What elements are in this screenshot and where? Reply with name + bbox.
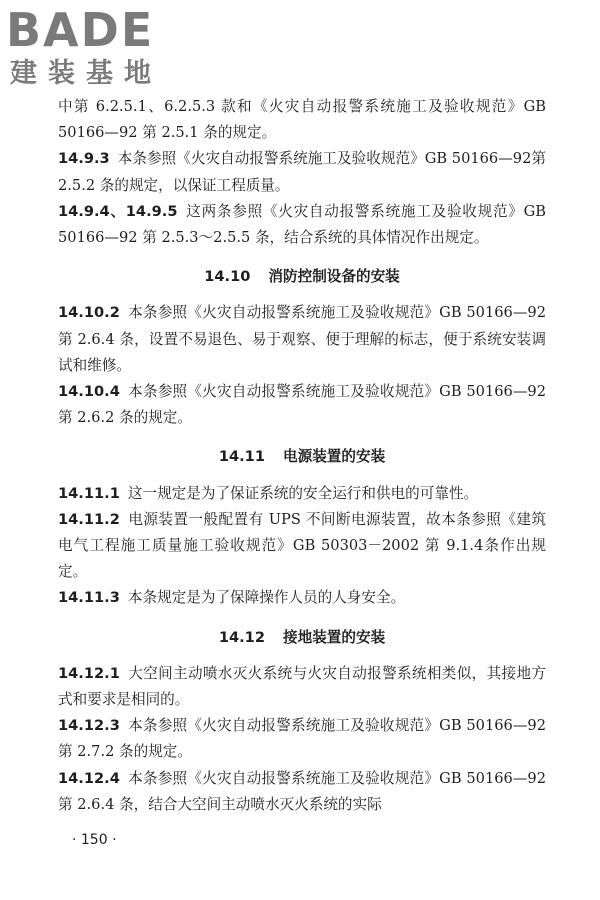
section-heading xyxy=(58,264,546,290)
paragraph xyxy=(58,661,546,713)
paragraph xyxy=(58,94,546,146)
clause-number: 14.11.1 xyxy=(58,484,120,502)
clause-number: 14.10.4 xyxy=(58,383,120,401)
paragraph xyxy=(58,507,546,586)
paragraph xyxy=(58,379,546,431)
clause-number: 14.12.3 xyxy=(58,717,120,735)
section-number: 14.11 xyxy=(218,448,265,466)
section-title: 消防控制设备的安装 xyxy=(268,268,400,286)
paragraph xyxy=(58,146,546,198)
paragraph-text: 本条参照《火灾自动报警系统施工及验收规范》GB 50166—92第 2.6.2 条的规定。 xyxy=(58,383,546,427)
paragraph-text: 电源装置一般配置有 UPS 不间断电源装置，故本条参照《建筑电气工程施工质量施工验收规范》GB 50303－2002 第 9.1.4条作出规定。 xyxy=(58,510,546,581)
clause-number: 14.11.2 xyxy=(58,510,120,528)
section-heading xyxy=(58,444,546,470)
clause-number: 14.10.2 xyxy=(58,304,120,322)
document-body xyxy=(58,94,546,818)
paragraph-text: 中第 6.2.5.1、6.2.5.3 款和《火灾自动报警系统施工及验收规范》GB 50166—92 第 2.5.1 条的规定。 xyxy=(58,98,546,142)
paragraph-text: 本条参照《火灾自动报警系统施工及验收规范》GB 50166—92第 2.6.4 条，结合大空间主动喷水灭火系统的实际 xyxy=(58,769,546,813)
paragraph-text: 本条参照《火灾自动报警系统施工及验收规范》GB 50166—92第 2.5.2 条的规定，以保证工程质量。 xyxy=(58,150,546,194)
logo-wordmark: BADE xyxy=(6,3,155,57)
section-heading xyxy=(58,625,546,651)
paragraph xyxy=(58,713,546,765)
paragraph-text: 本条参照《火灾自动报警系统施工及验收规范》GB 50166—92第 2.6.4 条，设置不易退色、易于观察、便于理解的标志，便于系统安装调试和维修。 xyxy=(58,304,546,374)
clause-number: 14.9.4、14.9.5 xyxy=(58,202,178,220)
paragraph xyxy=(58,766,546,818)
section-title: 接地装置的安装 xyxy=(283,628,386,646)
logo-subtitle: 建装基地 xyxy=(10,58,162,89)
paragraph-text: 这两条参照《火灾自动报警系统施工及验收规范》GB 50166—92 第 2.5.3～2.5.5 条，结合系统的具体情况作出规定。 xyxy=(58,202,546,247)
clause-number: 14.11.3 xyxy=(58,589,120,607)
site-logo xyxy=(6,4,176,92)
paragraph-text: 大空间主动喷水灭火系统与火灾自动报警系统相类似，其接地方式和要求是相同的。 xyxy=(58,664,546,709)
clause-number: 14.9.3 xyxy=(58,150,110,168)
section-number: 14.12 xyxy=(218,628,265,646)
paragraph xyxy=(58,585,546,611)
clause-number: 14.12.4 xyxy=(58,769,120,787)
paragraph-text: 这一规定是为了保证系统的安全运行和供电的可靠性。 xyxy=(127,484,479,502)
paragraph xyxy=(58,481,546,507)
page-number: · 150 · xyxy=(72,832,117,848)
paragraph-text: 本条参照《火灾自动报警系统施工及验收规范》GB 50166—92第 2.7.2 条的规定。 xyxy=(58,717,546,761)
paragraph-text: 本条规定是为了保障操作人员的人身安全。 xyxy=(127,589,406,607)
section-number: 14.10 xyxy=(204,268,251,286)
clause-number: 14.12.1 xyxy=(58,664,120,682)
paragraph xyxy=(58,199,546,251)
section-title: 电源装置的安装 xyxy=(283,448,386,466)
paragraph xyxy=(58,300,546,379)
